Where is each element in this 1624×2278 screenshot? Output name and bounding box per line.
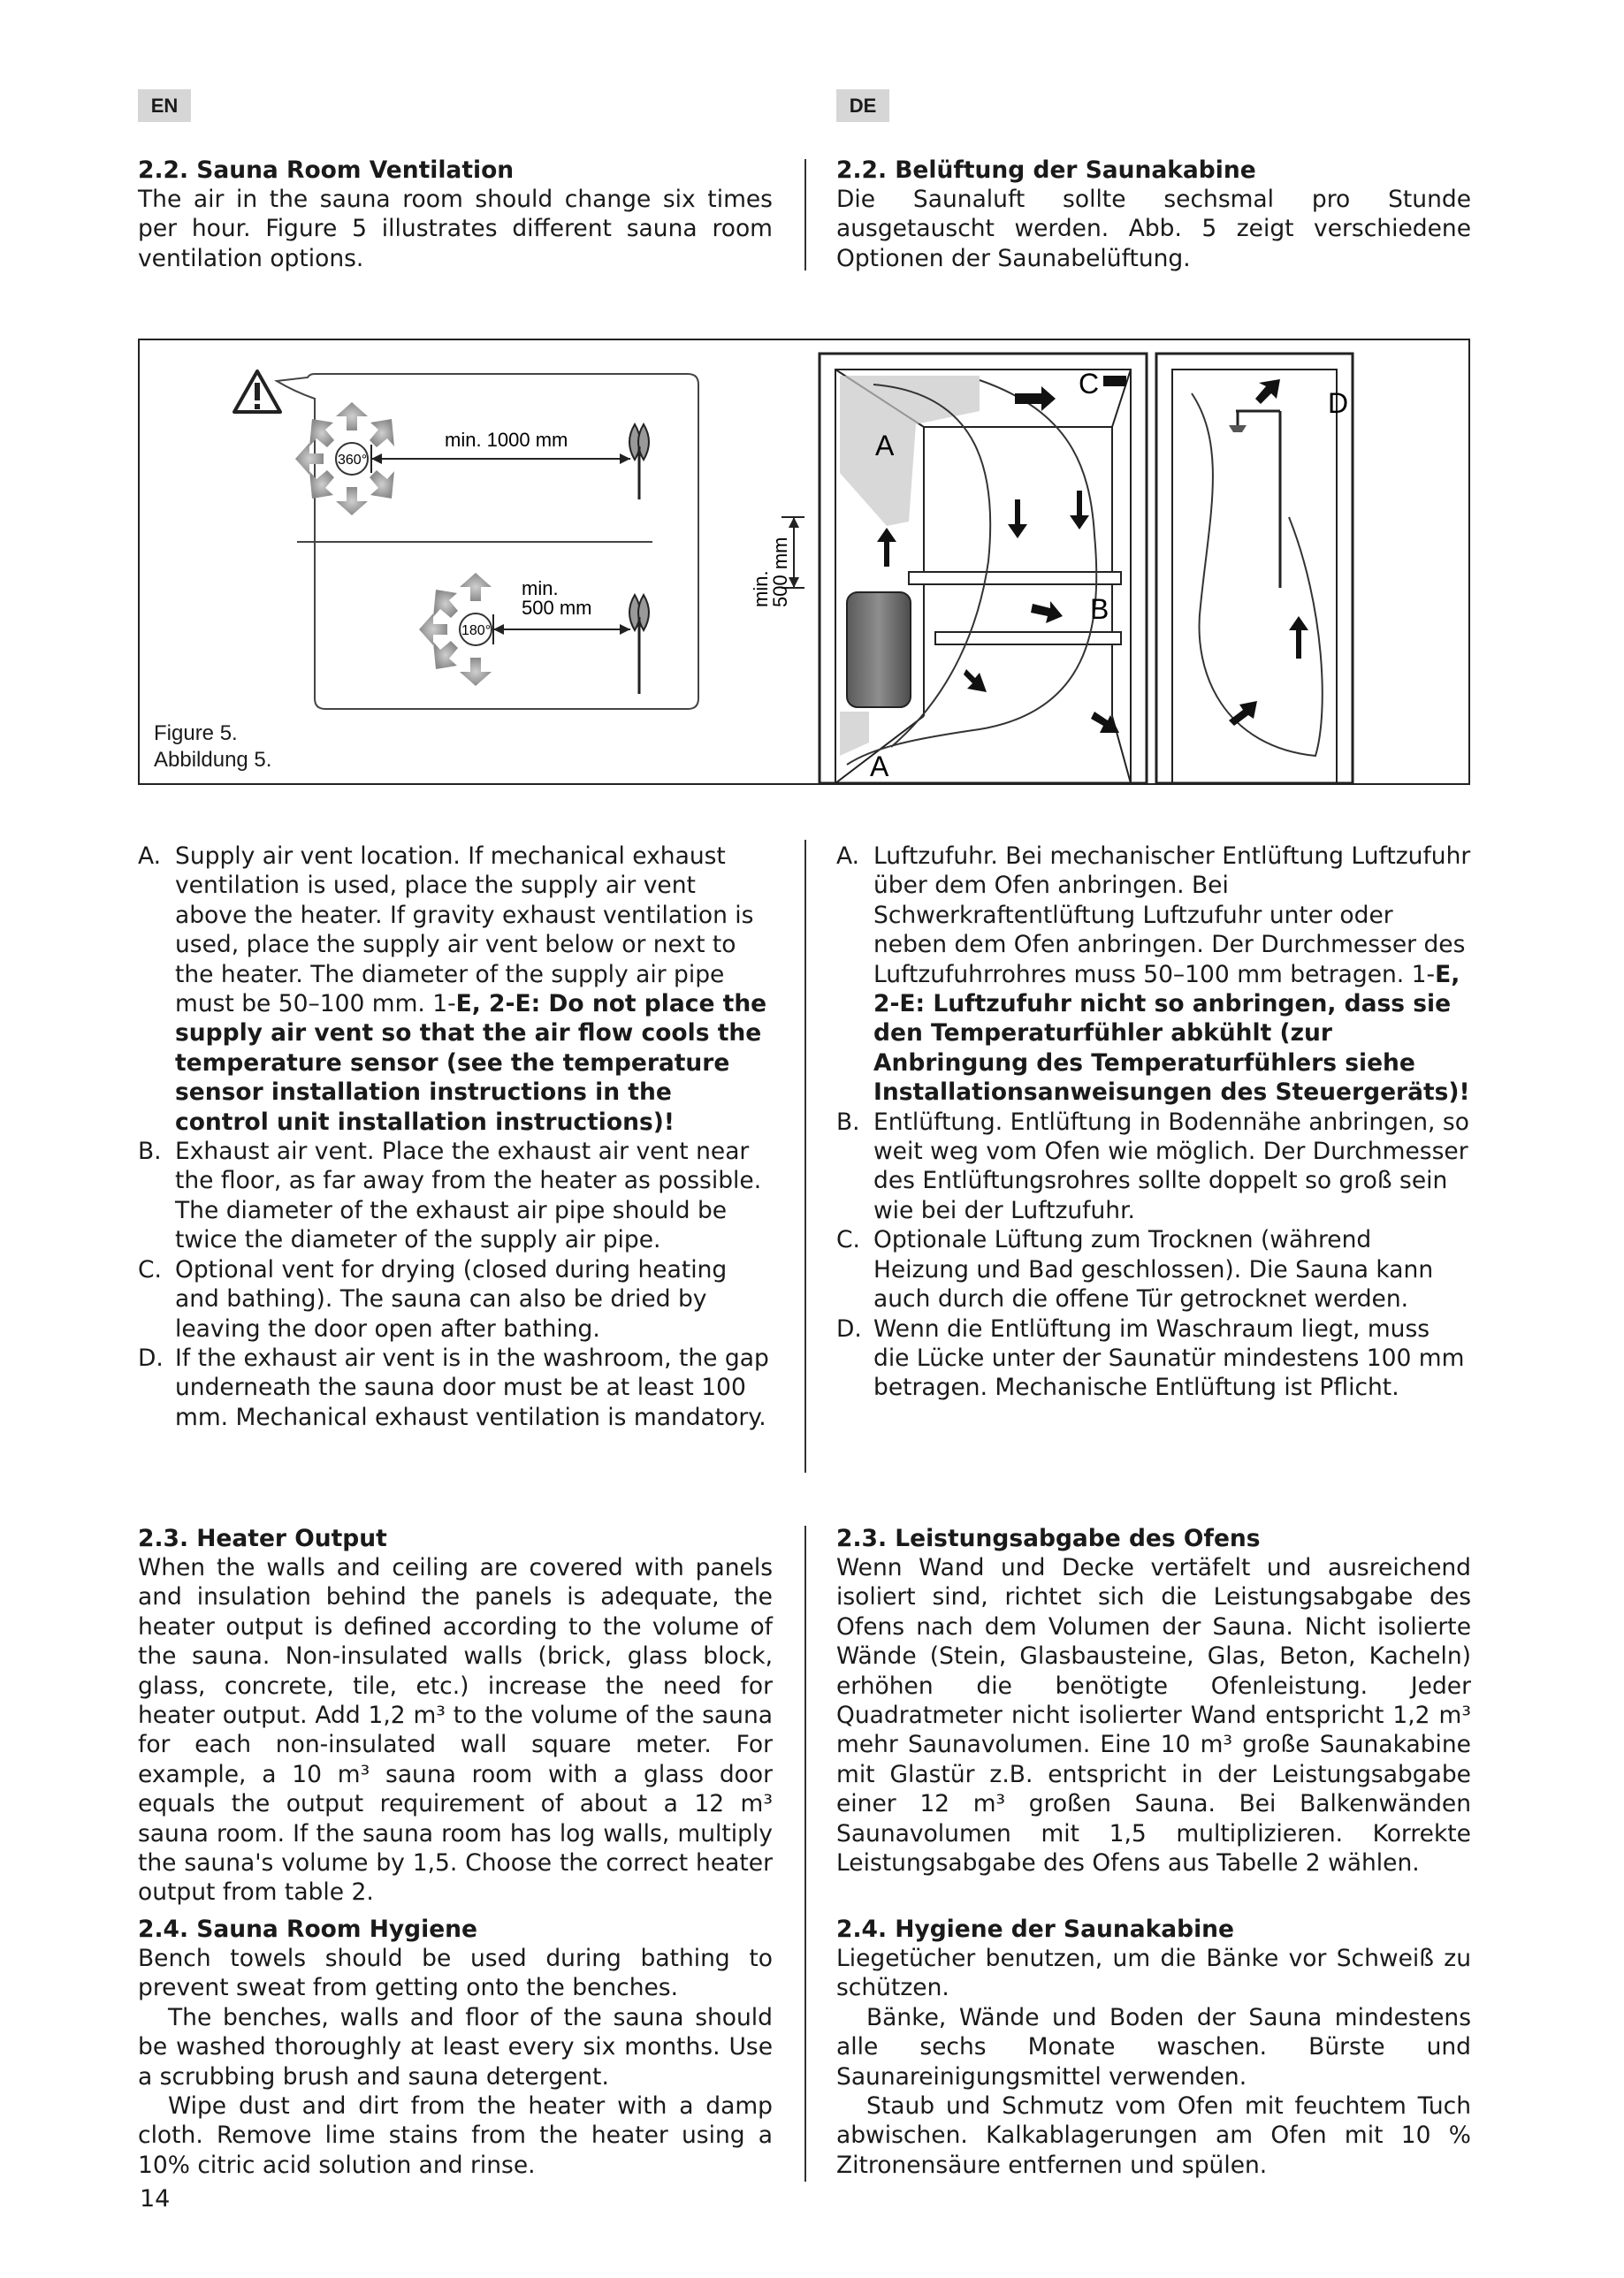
list-item: C. Optionale Lüftung zum Trocknen (während Heizung und Bad geschlossen). Die Sauna kann auch durch die offene Tür getrocknet werden.: [836, 1226, 1434, 1314]
section-title: 2.3. Leistungsabgabe des Ofens: [836, 1525, 1261, 1552]
dimension-min-500-line1: min.: [522, 577, 559, 599]
section-title: 2.2. Sauna Room Ventilation: [138, 156, 515, 184]
sauna-room-diagram: [820, 354, 1353, 783]
de-vent-list: [836, 842, 1471, 1403]
list-item: D. If the exhaust air vent is in the washroom, the gap underneath the sauna door must be at least 100 mm. Mechanical exhaust ventilation is mandatory.: [138, 1344, 769, 1431]
column-divider: [804, 159, 806, 270]
de-section-ventilation: [836, 156, 1471, 273]
vertical-dimension-line2: 500 mm: [769, 537, 791, 607]
dimension-min-500-line2: 500 mm: [522, 597, 592, 619]
figure-caption-de: Abbildung 5.: [154, 748, 272, 772]
figure-caption-en: Figure 5.: [154, 721, 238, 745]
section-text: Wenn Wand und Decke vertäfelt und ausreichend isoliert sind, richtet sich die Leistungsabgabe des Ofens nach dem Volumen der Sauna. Nicht isolierte Wände (Stein, Glasbausteine, Glas, Beton, Kacheln) erhöhen die benötigte Ofenleistung. Jeder Quadratmeter nicht isolierter Wand entspricht 1,2 m³ mehr Saunavolumen. Eine 10 m³ große Saunakabine mit Glastür z.B. entspricht in der Leistungsabgabe einer 12 m³ großen Sauna. Bei Balkenwänden Saunavolumen mit 1,5 multiplizieren. Korrekte Leistungsabgabe des Ofens aus Tabelle 2 wählen.: [836, 1554, 1471, 1878]
fan-180-label: 180°: [461, 623, 492, 638]
list-item: B. Exhaust air vent. Place the exhaust air vent near the floor, as far away from the heater as possible. The diameter of the exhaust air pipe should be twice the diameter of the supply air pipe.: [138, 1138, 762, 1254]
fan-180-icon: [419, 573, 492, 686]
section-text: The air in the sauna room should change six times per hour. Figure 5 illustrates different sauna room ventilation options.: [138, 186, 773, 272]
section-title: 2.4. Hygiene der Saunakabine: [836, 1916, 1234, 1943]
section-title: 2.4. Sauna Room Hygiene: [138, 1916, 478, 1943]
section-text: When the walls and ceiling are covered with panels and insulation behind the panels is adequate, the heater output is defined according to the volume of the sauna. Non-insulated walls (brick, glass block, glass, concrete, tile, etc.) increase the need for heater output. Add 1,2 m³ to the volume of the sauna for each non-insulated wall square meter. For example, a 10 m³ sauna room with a glass door equals the output requirement of about a 12 m³ sauna room. If the sauna room has log walls, multiply the sauna's volume by 1,5. Choose the correct heater output from table 2.: [138, 1554, 773, 1907]
warning-icon: [234, 371, 280, 412]
section-text: Wipe dust and dirt from the heater with a damp cloth. Remove lime stains from the heater using a 10% citric acid solution and rinse.: [138, 2092, 773, 2179]
en-section-ventilation: [138, 156, 773, 273]
en-vent-list: [138, 842, 773, 1432]
section-text: Liegetücher benutzen, um die Bänke vor Schweiß zu schützen.: [836, 1945, 1471, 2002]
language-badge-de: DE: [836, 89, 889, 122]
column-divider: [804, 840, 806, 1473]
fan-360-label: 360°: [338, 453, 368, 468]
list-item: D. Wenn die Entlüftung im Waschraum liegt, muss die Lücke unter der Saunatür mindestens 100 mm betragen. Mechanische Entlüftung ist Pflicht.: [836, 1314, 1465, 1402]
label-d: D: [1328, 387, 1349, 419]
de-section-heater-output: [836, 1524, 1471, 1878]
language-badge-en: EN: [138, 89, 191, 122]
figure-5: [138, 339, 1470, 785]
label-a-top: A: [875, 430, 895, 461]
label-b: B: [1090, 593, 1109, 625]
section-title: 2.2. Belüftung der Saunakabine: [836, 156, 1256, 184]
section-text: Die Saunaluft sollte sechsmal pro Stunde ausgetauscht werden. Abb. 5 zeigt verschiedene Optionen der Saunabelüftung.: [836, 186, 1471, 272]
section-text: Bench towels should be used during bathing to prevent sweat from getting onto the benches.: [138, 1945, 773, 2002]
section-text: The benches, walls and floor of the sauna should be washed thoroughly at least every six months. Use a scrubbing brush and sauna detergent.: [138, 2003, 773, 2091]
list-item: C. Optional vent for drying (closed during heating and bathing). The sauna can also be dried by leaving the door open after bathing.: [138, 1255, 728, 1343]
temperature-sensor-icon: [629, 595, 649, 694]
vertical-dimension-line1: min.: [750, 570, 772, 607]
dimension-min-1000: min. 1000 mm: [445, 429, 568, 451]
label-a-bottom: A: [870, 750, 889, 782]
column-divider: [804, 1526, 806, 2182]
section-title: 2.3. Heater Output: [138, 1525, 387, 1552]
figure-caption: [154, 720, 271, 773]
section-text: Staub und Schmutz vom Ofen mit feuchtem Tuch abwischen. Kalkablagerungen am Ofen mit 10 % Zitronensäure entfernen und spülen.: [836, 2092, 1471, 2179]
en-section-heater-output: [138, 1524, 773, 1908]
temperature-sensor-icon: [629, 424, 649, 499]
en-section-hygiene: [138, 1915, 773, 2180]
section-text: Bänke, Wände und Boden der Sauna mindestens alle sechs Monate waschen. Bürste und Saunareinigungsmittel verwenden.: [836, 2003, 1471, 2091]
list-item: B. Entlüftung. Entlüftung in Bodennähe anbringen, so weit weg vom Ofen wie möglich. Der Durchmesser des Entlüftungsrohres sollte doppelt so groß sein wie bei der Luftzufuhr.: [836, 1108, 1469, 1224]
list-item: A. Supply air vent location. If mechanical exhaust ventilation is used, place the supply air vent above the heater. If gravity exhaust ventilation is used, place the supply air vent below or next to the heater. The diameter of the supply air pipe must be 50–100 mm. 1-E, 2-E: Do not place the supply air vent so that the air flow cools the temperature sensor (see the temperature sensor installation instructions in the control unit installation instructions)!: [138, 842, 767, 1136]
ventilation-diagram: [140, 340, 1468, 783]
label-c: C: [1079, 368, 1100, 400]
page-number: 14: [140, 2185, 171, 2213]
de-section-hygiene: [836, 1915, 1471, 2180]
list-item: A. Luftzufuhr. Bei mechanischer Entlüftung Luftzufuhr über dem Ofen anbringen. Bei Schwerkraftentlüftung Luftzufuhr unter oder neben dem Ofen anbringen. Der Durchmesser des Luftzufuhrrohres muss 50–100 mm betragen. 1-E, 2-E: Luftzufuhr nicht so anbringen, dass sie den Temperaturfühler abkühlt (zur Anbringung des Temperaturfühlers siehe Installationsanweisungen des Steuergeräts)!: [836, 842, 1471, 1107]
